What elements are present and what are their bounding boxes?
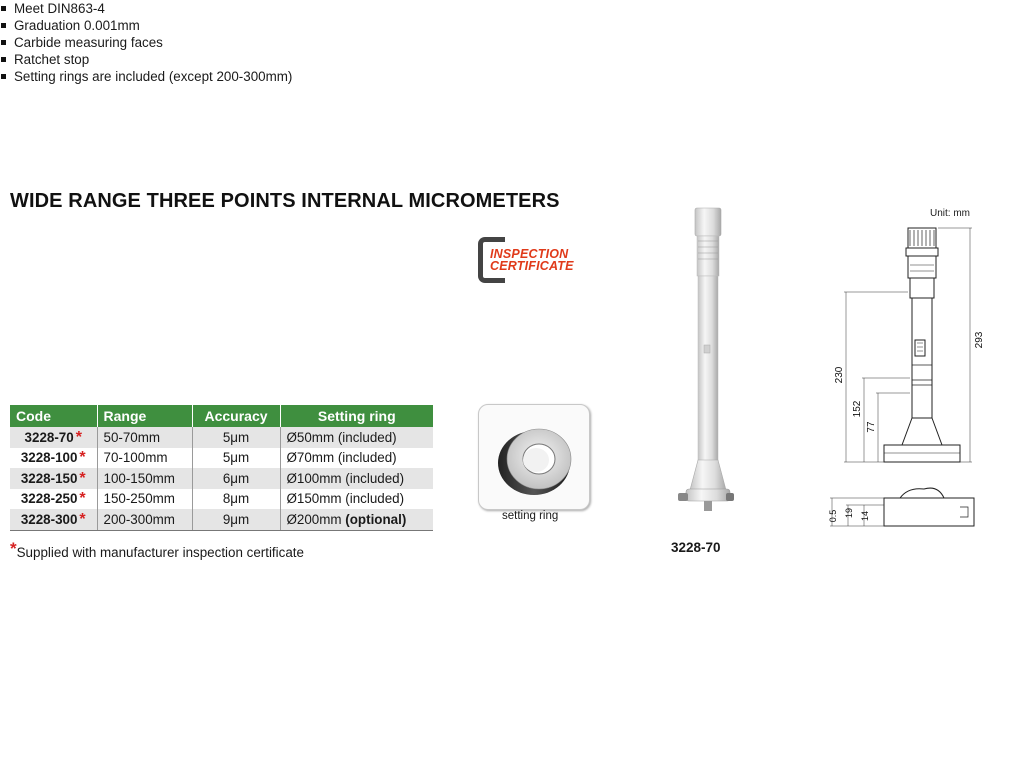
ring-text: Ø70mm (included) — [286, 450, 397, 466]
code-text: 3228-100 — [20, 450, 78, 466]
range-cell: 100-150mm — [97, 468, 192, 489]
micrometer-photo — [668, 205, 748, 515]
ring-text: Ø100mm (included) — [286, 470, 405, 486]
code-text: 3228-300 — [20, 511, 78, 527]
star-mark: * — [79, 510, 86, 528]
feature-item: Meet DIN863-4 — [0, 0, 1024, 17]
accuracy-cell: 9μm — [192, 509, 280, 530]
star-mark: * — [79, 490, 86, 508]
range-cell: 70-100mm — [97, 448, 192, 469]
table-row — [10, 468, 433, 489]
dim-152: 152 — [852, 400, 863, 418]
accuracy-cell: 6μm — [192, 468, 280, 489]
footnote-star: * — [10, 539, 17, 558]
code-cell — [10, 468, 97, 489]
range-cell: 200-300mm — [97, 509, 192, 530]
setting-ring-caption: setting ring — [502, 510, 559, 522]
header-range: Range — [97, 405, 192, 427]
page-title: WIDE RANGE THREE POINTS INTERNAL MICROMETERS — [10, 190, 560, 212]
code-text: 3228-250 — [20, 491, 78, 507]
code-cell — [10, 448, 97, 469]
badge-line-1: INSPECTION — [490, 247, 569, 261]
feature-item: Graduation 0.001mm — [0, 17, 1024, 34]
unit-label: Unit: mm — [930, 208, 970, 219]
ring-text: Ø200mm — [286, 511, 346, 527]
dim-0-5: 0.5 — [828, 509, 838, 523]
table-header-row — [10, 405, 433, 427]
ring-cell — [280, 509, 433, 530]
range-cell: 150-250mm — [97, 489, 192, 510]
range-cell: 50-70mm — [97, 427, 192, 448]
ring-cell — [280, 427, 433, 448]
badge-line-2: CERTIFICATE — [490, 259, 574, 273]
accuracy-cell: 5μm — [192, 427, 280, 448]
feature-list — [0, 0, 1024, 85]
ring-note: (optional) — [345, 511, 407, 527]
star-mark: * — [75, 428, 82, 446]
header-accuracy: Accuracy — [192, 405, 280, 427]
dim-14: 14 — [860, 510, 870, 522]
dim-19: 19 — [844, 507, 854, 519]
feature-item: Carbide measuring faces — [0, 34, 1024, 51]
code-cell — [10, 427, 97, 448]
table-row — [10, 509, 433, 530]
footnote-text: Supplied with manufacturer inspection certificate — [16, 545, 304, 560]
feature-item: Setting rings are included (except 200-300mm) — [0, 68, 1024, 85]
code-text: 3228-70 — [24, 429, 74, 445]
ring-text: Ø150mm (included) — [286, 491, 405, 507]
technical-drawing — [820, 215, 1020, 545]
accuracy-cell: 5μm — [192, 448, 280, 469]
table-row — [10, 489, 433, 510]
inspection-certificate-badge — [476, 233, 614, 279]
dim-293: 293 — [974, 331, 985, 349]
dim-77: 77 — [866, 421, 877, 433]
model-label: 3228-70 — [671, 540, 721, 555]
ring-cell — [280, 448, 433, 469]
setting-ring-icon — [479, 405, 589, 509]
setting-ring-image — [478, 404, 590, 510]
ring-cell — [280, 468, 433, 489]
footnote — [10, 539, 304, 562]
code-cell — [10, 489, 97, 510]
table-row — [10, 448, 433, 469]
header-setting-ring: Setting ring — [280, 405, 433, 427]
star-mark: * — [79, 449, 86, 467]
header-code: Code — [10, 405, 97, 427]
table-row — [10, 427, 433, 448]
star-mark: * — [79, 469, 86, 487]
dim-230: 230 — [834, 366, 845, 384]
code-cell — [10, 509, 97, 530]
code-text: 3228-150 — [20, 470, 78, 486]
ring-cell — [280, 489, 433, 510]
ring-text: Ø50mm (included) — [286, 429, 397, 445]
feature-item: Ratchet stop — [0, 51, 1024, 68]
specification-table — [10, 405, 433, 531]
accuracy-cell: 8μm — [192, 489, 280, 510]
